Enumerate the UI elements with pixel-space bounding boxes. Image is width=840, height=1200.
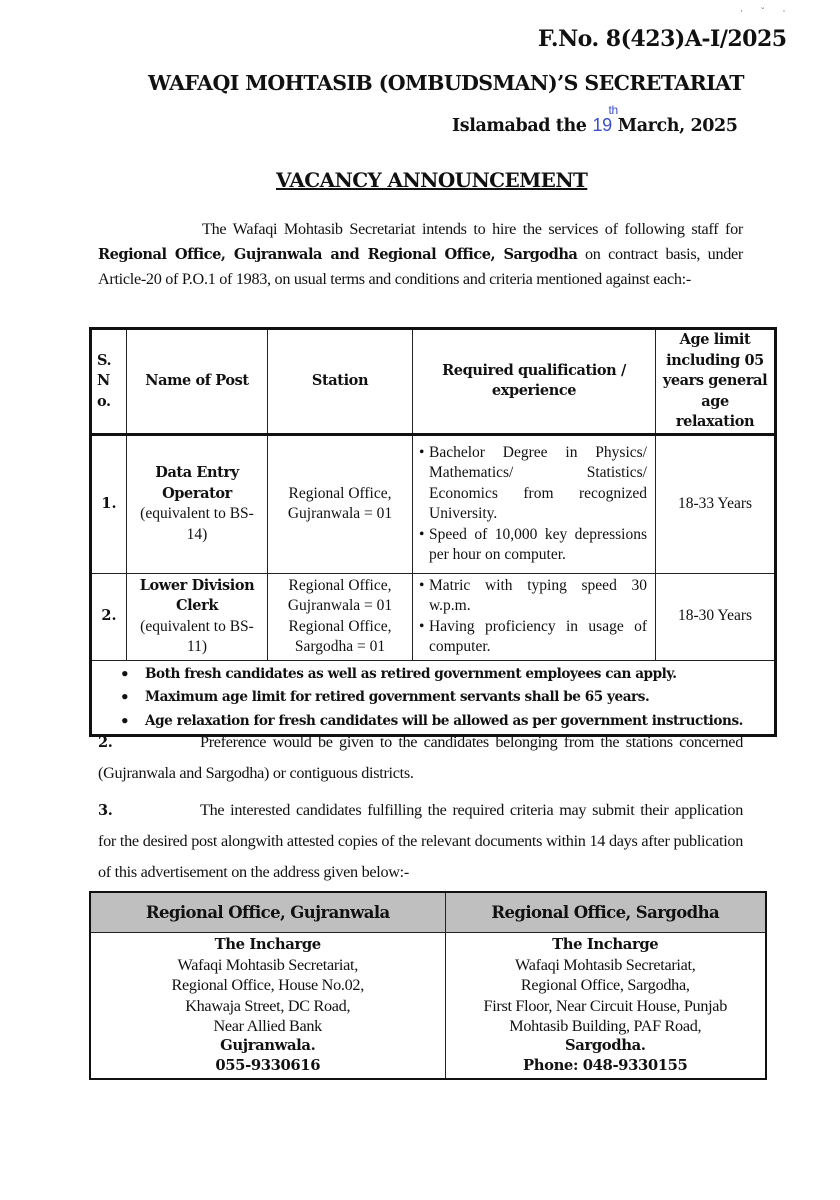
intro-text-2: on contract basis, under Article-20 of P.O.1 of 1983, on usual terms and conditions and criteria mentioned against each:- [98,244,744,288]
office-address-gujranwala [90,933,445,1080]
address-line: Wafaqi Mohtasib Secretariat, [177,956,358,975]
address-line: Regional Office, Sargodha, [520,976,690,995]
post-name: Lower Division Clerk [139,576,255,614]
row-station [268,434,413,573]
handwritten-day [592,103,618,135]
page-title: VACANCY ANNOUNCEMENT [276,168,588,192]
date-line [452,103,738,136]
address-line: Khawaja Street, DC Road, [185,996,351,1015]
header-age: Age limit including 05 years general age relaxation [656,329,776,435]
address-row [90,933,766,1080]
paragraph-number: 2. [98,734,113,751]
office-heading-sargodha: Regional Office, Sargodha [445,892,766,933]
intro-bold-offices: Regional Office, Gujranwala and Regional Office, Sargodha [98,245,578,263]
qualification-item: • Having proficiency in usage of computer. [419,617,647,658]
paragraph-3 [98,795,743,888]
address-line: Regional Office, House No.02, [171,976,364,995]
qualification-item: • Matric with typing speed 30 w.p.m. [419,576,647,617]
notes-cell [91,660,776,736]
header-sno: S. N o. [91,329,127,435]
post-name: Data Entry Operator [155,464,239,502]
address-line: Mohtasib Building, PAF Road, [509,1016,702,1035]
header-station: Station [268,329,413,435]
date-prefix: Islamabad the [452,116,587,136]
file-number: F.No. 8(423)A-I/2025 [538,26,787,52]
paragraph-2 [98,727,743,789]
table-row [91,573,776,660]
row-age-limit: 18-30 Years [656,573,776,660]
station-line: Regional Office, Gujranwala = 01 [287,576,393,614]
table-notes-row [91,660,776,736]
note-item: • Both fresh candidates as well as retired government employees can apply. [120,663,774,687]
note-item: • Maximum age limit for retired government servants shall be 65 years. [120,686,774,710]
address-city: Gujranwala. [220,1037,316,1055]
address-line: First Floor, Near Circuit House, Punjab [483,996,727,1015]
office-phone: Phone: 048-9330155 [523,1057,688,1075]
address-line: Near Allied Bank [213,1016,322,1035]
handwritten-day-number: 19 [592,115,612,135]
vacancy-table-header [91,329,776,435]
row-qualification [413,573,656,660]
qualification-item: • Bachelor Degree in Physics/ Mathematics/ Statistics/ Economics from recognized University. [419,443,647,525]
handwritten-day-suffix: th [608,103,618,117]
address-table-header [90,892,766,933]
intro-paragraph [98,217,743,292]
intro-text-1: The Wafaqi Mohtasib Secretariat intends to hire the services of following staff for [202,220,743,238]
addressee: The Incharge [214,936,321,953]
post-grade: (equivalent to BS-14) [140,505,254,543]
station-line: Regional Office, Sargodha = 01 [288,617,392,655]
office-heading-gujranwala: Regional Office, Gujranwala [90,892,445,933]
organization-heading: WAFAQI MOHTASIB (OMBUDSMAN)’S SECRETARIAT [148,71,744,95]
row-age-limit: 18-33 Years [656,434,776,573]
header-post: Name of Post [127,329,268,435]
station-line: Regional Office, Gujranwala = 01 [287,484,393,522]
qualification-item: • Speed of 10,000 key depressions per hour on computer. [419,525,647,566]
post-grade: (equivalent to BS-11) [140,617,254,655]
address-city: Sargodha. [564,1037,646,1055]
scan-specks: · ˘ · [740,6,794,16]
header-qualification: Required qualification / experience [413,329,656,435]
table-row [91,434,776,573]
row-qualification [413,434,656,573]
paragraph-text: Preference would be given to the candidates belonging from the stations concerned (Gujranwala and Sargodha) or contiguous districts. [98,733,743,782]
office-address-sargodha [445,933,766,1080]
office-phone: 055-9330616 [215,1057,321,1075]
paragraph-text: The interested candidates fulfilling the required criteria may submit their application for the desired post alongwith attested copies of the relevant documents within 14 days after publication of this advertisement on the address given below:- [98,801,743,881]
row-post [127,573,268,660]
row-station [268,573,413,660]
paragraph-number: 3. [98,802,113,819]
vacancy-table [89,327,777,737]
address-table [89,891,767,1080]
note-item: • Age relaxation for fresh candidates will be allowed as per government instructions. [120,710,774,734]
row-sno: 1. [91,434,127,573]
date-suffix: March, 2025 [617,116,738,136]
address-line: Wafaqi Mohtasib Secretariat, [515,956,696,975]
row-sno: 2. [91,573,127,660]
addressee: The Incharge [552,936,659,953]
row-post [127,434,268,573]
